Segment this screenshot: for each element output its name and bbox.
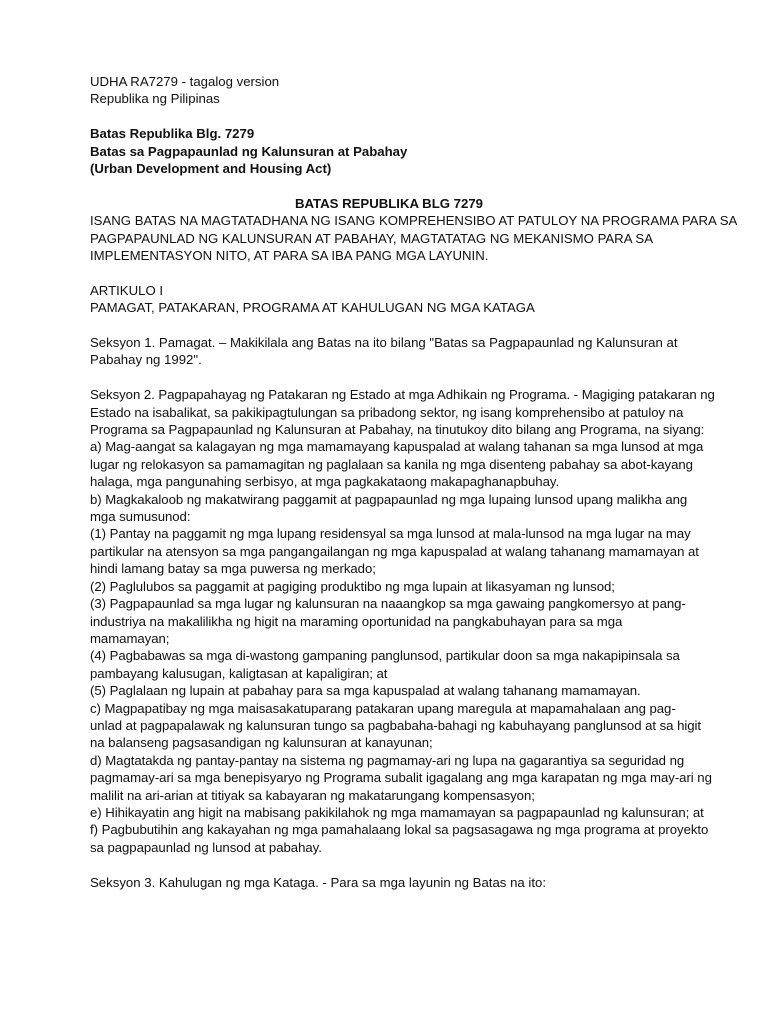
section-2-line: d) Magtatakda ng pantay-pantay na sistema ng pagmamay-ari ng lupa na gagarantiya sa seguridad ng xyxy=(90,752,685,768)
section-2-line: f) Pagbubutihin ang kakayahan ng mga pamahalaang lokal sa pagsasagawa ng mga programa at proyekto xyxy=(90,822,709,838)
spacer xyxy=(90,317,688,334)
section-2-line: sa pagpapaunlad ng lunsod at pabahay. xyxy=(90,839,322,855)
section-2-line: (5) Paglalaan ng lupain at pabahay para sa mga kapuspalad at walang tahanang mamamayan. xyxy=(90,683,641,699)
section-2-line: unlad at pagpapalawak ng kalunsuran tungo sa pagbabaha-bahagi ng kabuhayang panglunsod at sa higit xyxy=(90,717,702,733)
article-number: ARTIKULO I xyxy=(90,282,164,298)
title-block xyxy=(90,125,688,177)
section-2-line: e) Hihikayatin ang higit na mabisang pakikilahok ng mga mamamayan sa pagpapaunlad ng kalunsuran; at xyxy=(90,804,704,820)
section-1 xyxy=(90,334,688,369)
section-2-line: pagmamay-ari sa mga benepisyaryo ng Programa subalit igagalang ang mga karapatan ng mga may-ari ng xyxy=(90,770,712,786)
section-2-line: b) Magkakaloob ng makatwirang paggamit at pagpapaunlad ng mga lupaing lunsod upang malikha ang xyxy=(90,491,688,507)
section-2-line: mga sumusunod: xyxy=(90,509,191,525)
section-2-line: Estado na isabalikat, sa pakikipagtulungan sa pribadong sektor, ng isang komprehensibo at patuloy na xyxy=(90,404,684,420)
section-2-line: industriya na makalilikha ng higit na maraming oportunidad na pangkabuhayan para sa mga xyxy=(90,613,623,629)
section-2-line: lugar ng relokasyon sa pamamagitan ng paglalaan sa kanila ng mga disenteng pabahay sa abot-kayang xyxy=(90,456,693,472)
title-line-1: Batas Republika Blg. 7279 xyxy=(90,126,255,142)
section-1-line: Pabahay ng 1992". xyxy=(90,352,202,368)
act-description-line: PAGPAPAUNLAD NG KALUNSURAN AT PABAHAY, MAGTATATAG NG MEKANISMO PARA SA xyxy=(90,230,654,246)
section-2-line: mamamayan; xyxy=(90,630,170,646)
spacer xyxy=(90,369,688,386)
spacer xyxy=(90,177,688,194)
act-heading: BATAS REPUBLIKA BLG 7279 xyxy=(294,195,484,211)
section-2 xyxy=(90,386,715,856)
title-line-3: (Urban Development and Housing Act) xyxy=(90,161,332,177)
spacer xyxy=(90,108,688,125)
section-2-line: Seksyon 2. Pagpapahayag ng Patakaran ng Estado at mga Adhikain ng Programa. - Magiging patakaran ng xyxy=(90,387,715,403)
section-2-line: na balanseng pagsasandigan ng kalunsuran at kanayunan; xyxy=(90,735,433,751)
section-2-line: (1) Pantay na paggamit ng mga lupang residensyal sa mga lunsod at mala-lunsod na mga lugar na may xyxy=(90,526,691,542)
section-2-line: (3) Pagpapaunlad sa mga lugar ng kalunsuran na naaangkop sa mga gawaing pangkomersyo at pang- xyxy=(90,596,686,612)
act-description-line: IMPLEMENTASYON NITO, AT PARA SA IBA PANG MGA LAYUNIN. xyxy=(90,248,489,264)
section-2-line: c) Magpapatibay ng mga maisasakatuparang patakaran upang maregula at mapamahalaan ang pag- xyxy=(90,700,676,716)
act-description-line: ISANG BATAS NA MAGTATADHANA NG ISANG KOMPREHENSIBO AT PATULOY NA PROGRAMA PARA SA xyxy=(90,213,738,229)
section-2-line: (4) Pagbabawas sa mga di-wastong gampaning panglunsod, partikular doon sa mga nakapipinsala sa xyxy=(90,648,680,664)
section-2-line: (2) Paglulubos sa paggamit at pagiging produktibo ng mga lupain at likasyaman ng lunsod; xyxy=(90,578,615,594)
title-line-2: Batas sa Pagpapaunlad ng Kalunsuran at Pabahay xyxy=(90,143,408,159)
section-2-line: partikular na atensyon sa mga pangangailangan ng mga kapuspalad at walang tahanang mamamayan at xyxy=(90,543,699,559)
document-header xyxy=(90,73,688,108)
section-3-line: Seksyon 3. Kahulugan ng mga Kataga. - Para sa mga layunin ng Batas na ito: xyxy=(90,874,546,890)
header-line-2: Republika ng Pilipinas xyxy=(90,91,220,107)
section-2-line: hindi lamang batay sa mga puwersa ng merkado; xyxy=(90,561,376,577)
spacer xyxy=(90,856,688,873)
section-3 xyxy=(90,874,688,891)
header-line-1: UDHA RA7279 - tagalog version xyxy=(90,74,280,89)
section-2-line: a) Mag-aangat sa kalagayan ng mga mamamayang kapuspalad at walang tahanan sa mga lunsod at mga xyxy=(90,439,704,455)
act-description xyxy=(90,212,738,264)
section-2-line: Programa sa Pagpapaunlad ng Kalunsuran at Pabahay, na tinutukoy dito bilang ang Programa, na siyang: xyxy=(90,422,705,438)
section-2-line: malilit na ari-arian at titiyak sa kabayaran ng makatarungang kompensasyon; xyxy=(90,787,535,803)
spacer xyxy=(90,264,688,281)
article-heading xyxy=(90,282,688,317)
section-2-line: pambayang kalusugan, kaligtasan at kapaligiran; at xyxy=(90,665,388,681)
section-2-line: halaga, mga pangunahing serbisyo, at mga pagkakataong makapaghanapbuhay. xyxy=(90,474,560,490)
article-title: PAMAGAT, PATAKARAN, PROGRAMA AT KAHULUGAN NG MGA KATAGA xyxy=(90,300,535,316)
section-1-line: Seksyon 1. Pamagat. – Makikilala ang Batas na ito bilang "Batas sa Pagpapaunlad ng Kalunsuran at xyxy=(90,335,678,351)
